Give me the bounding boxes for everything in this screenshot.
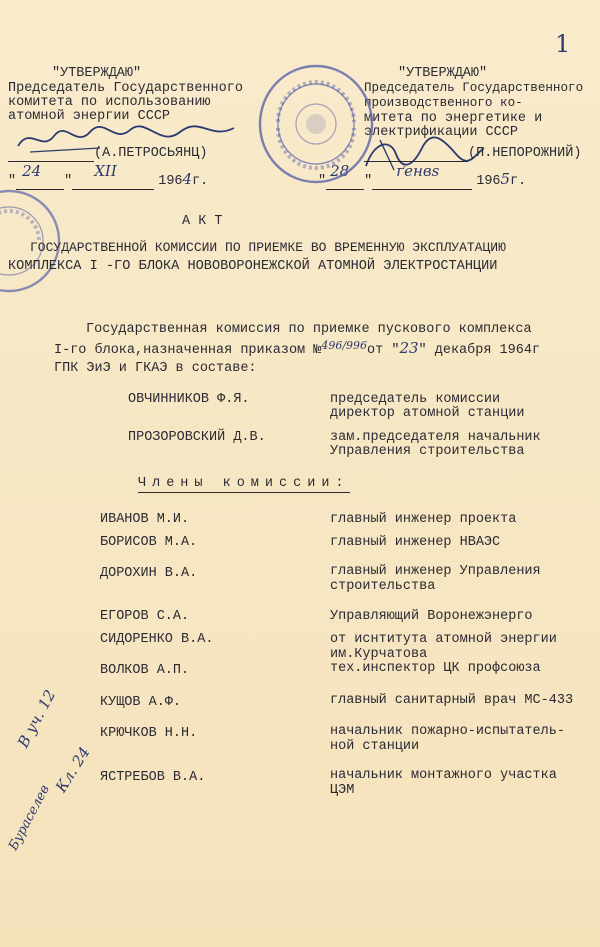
member-role: главный санитарный врач МС-433	[330, 693, 574, 708]
member-role: начальник пожарно-испытатель-	[330, 724, 565, 739]
left-date-day: 24	[22, 162, 42, 180]
right-approval-line: Председатель Государственного производственного ко-	[364, 81, 584, 110]
official-seal-stamp	[256, 62, 376, 186]
member-role: от иснтитута атомной энергии	[330, 632, 557, 647]
intro-line: ГПК ЭиЭ и ГКАЭ в составе:	[54, 361, 257, 376]
act-title-line: ГОСУДАРСТВЕННОЙ КОМИССИИ ПО ПРИЕМКЕ ВО ВРЕМЕННУЮ ЭКСПЛУАТАЦИЮ	[30, 240, 506, 255]
left-approval-name: (А.ПЕТРОСЬЯНЦ)	[8, 146, 207, 162]
member-role: ЦЭМ	[330, 783, 355, 798]
act-title: А К Т	[182, 214, 223, 229]
member-name: БОРИСОВ М.А.	[100, 535, 198, 550]
page-number: 1	[555, 30, 571, 58]
left-approval-line: Председатель Государственного	[8, 81, 243, 96]
member-name: КУЩОВ А.Ф.	[100, 695, 182, 710]
left-approval-line: комитета по использованию	[8, 95, 211, 110]
member-name: ЯСТРЕБОВ В.А.	[100, 770, 206, 785]
chair-role: председатель комиссии	[330, 392, 501, 407]
member-name: ЕГОРОВ С.А.	[100, 609, 190, 624]
right-approval-heading: "УТВЕРЖДАЮ"	[398, 66, 488, 81]
member-role: тех.инспектор ЦК профсоюза	[330, 661, 541, 676]
intro-line: Государственная комиссия по приемке пускового комплекса	[86, 322, 532, 337]
left-date-month: XII	[94, 162, 117, 180]
margin-note: Бураселев	[6, 782, 53, 854]
right-date-day: 28	[330, 162, 350, 180]
members-heading: Члены комиссии:	[138, 476, 350, 491]
right-date-month: ґенвs	[396, 162, 440, 180]
left-date-year-digit: 4	[182, 170, 193, 188]
member-role: начальник монтажного участка	[330, 768, 557, 783]
member-role: главный инженер НВАЭС	[330, 535, 501, 550]
intro-line: I-го блока,назначенная приказом №$^{496/996}$от "23" декабря 1964г	[54, 339, 541, 358]
chair-role: Управления строительства	[330, 444, 525, 459]
right-approval-line: митета по энергетике и	[364, 111, 543, 126]
member-role: строительства	[330, 579, 436, 594]
member-role: главный инженер проекта	[330, 512, 517, 527]
member-role: главный инженер Управления	[330, 564, 541, 579]
member-name: ВОЛКОВ А.П.	[100, 663, 190, 678]
left-approval-date: " 24 " XII 1964г.	[8, 162, 209, 189]
chair-role: зам.председателя начальник	[330, 430, 541, 445]
chair-role: директор атомной станции	[330, 406, 525, 421]
right-date-year-digit: 5	[500, 170, 511, 188]
margin-note: В уч. 12	[14, 686, 60, 751]
member-name: СИДОРЕНКО В.А.	[100, 632, 214, 647]
act-title-line: КОМПЛЕКСА I -ГО БЛОКА НОВОВОРОНЕЖСКОЙ АТОМНОЙ ЭЛЕКТРОСТАНЦИИ	[8, 259, 498, 274]
chair-name: ОВЧИННИКОВ Ф.Я.	[128, 392, 250, 407]
margin-note: Кл. 24	[52, 743, 94, 796]
right-approval-line: электрификации СССР	[364, 125, 518, 140]
right-approval-date: " 28 " ґенвs 1965г.	[318, 162, 527, 189]
member-name: ДОРОХИН В.А.	[100, 566, 198, 581]
order-day: 23	[399, 339, 419, 357]
member-name: ИВАНОВ М.И.	[100, 512, 190, 527]
order-number: 496/996	[321, 339, 368, 352]
left-approval-line: атомной энергии СССР	[8, 109, 171, 124]
member-name: КРЮЧКОВ Н.Н.	[100, 726, 198, 741]
left-approval-heading: "УТВЕРЖДАЮ"	[52, 66, 142, 81]
member-role: Управляющий Воронежэнерго	[330, 609, 533, 624]
right-approval-name: (П.НЕПОРОЖНИЙ)	[364, 146, 581, 162]
chair-name: ПРОЗОРОВСКИЙ Д.В.	[128, 430, 266, 445]
member-role: им.Курчатова	[330, 647, 428, 662]
member-role: ной станции	[330, 739, 420, 754]
